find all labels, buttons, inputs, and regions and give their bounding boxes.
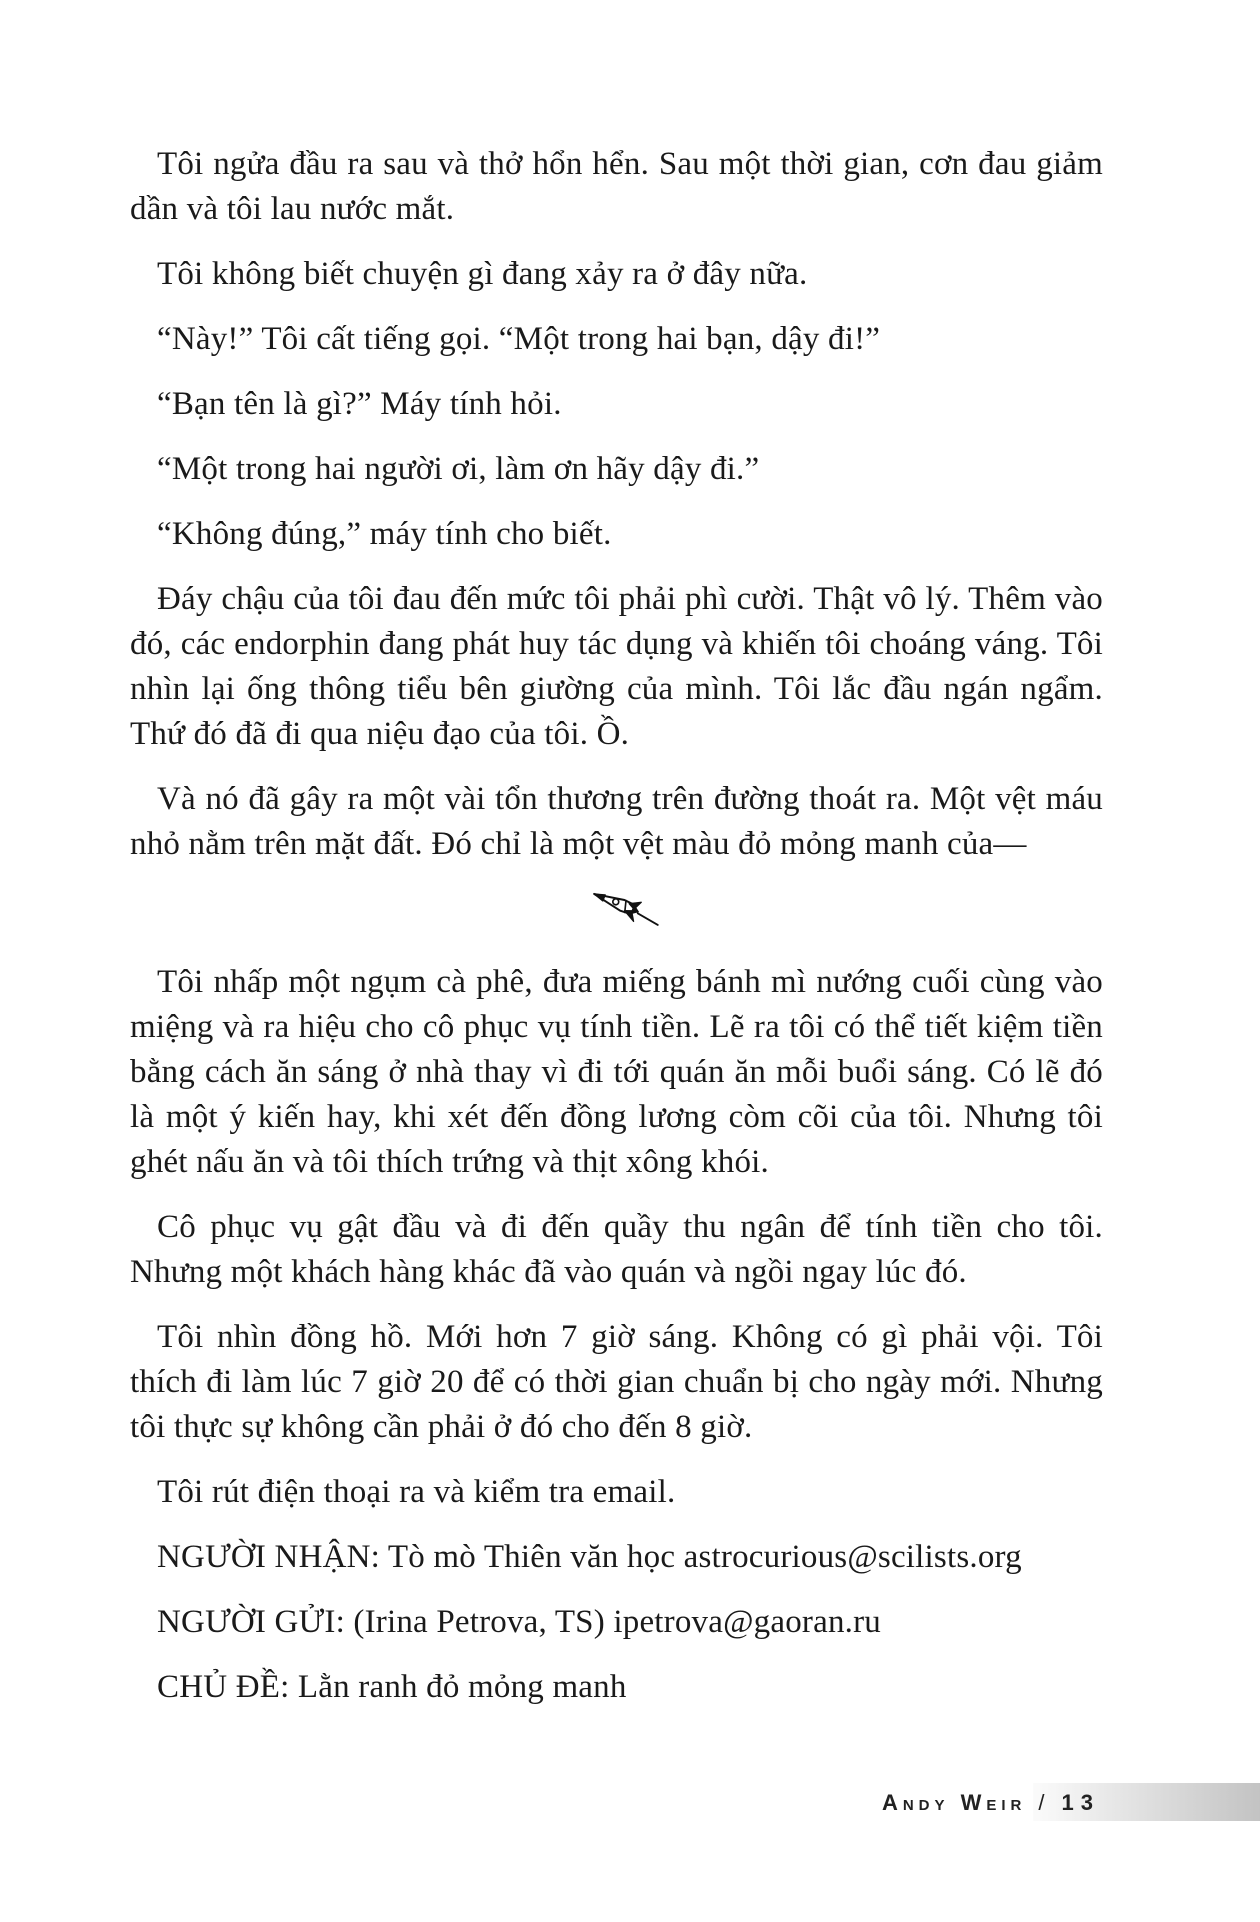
paragraph: Tôi nhấp một ngụm cà phê, đưa miếng bánh mì nướng cuối cùng vào miệng và ra hiệu cho cô phục vụ tính tiền. Lẽ ra tôi có thể tiết kiệm tiền bằng cách ăn sáng ở nhà thay vì đi tới quán ăn mỗi buổi sáng. Có lẽ đó là một ý kiến hay, khi xét đến đồng lương còm cõi của tôi. Nhưng tôi ghét nấu ăn và tôi thích trứng và thịt xông khói. xyxy=(130,964,1103,1180)
paragraph: Tôi rút điện thoại ra và kiểm tra email. xyxy=(157,1474,676,1510)
paragraph: “Này!” Tôi cất tiếng gọi. “Một trong hai bạn, dậy đi!” xyxy=(157,321,881,357)
paragraph: Đáy chậu của tôi đau đến mức tôi phải phì cười. Thật vô lý. Thêm vào đó, các endorphin đang phát huy tác dụng và khiến tôi choáng váng. Tôi nhìn lại ống thông tiểu bên giường của mình. Tôi lắc đầu ngán ngẩm. Thứ đó đã đi qua niệu đạo của tôi. Ồ. xyxy=(130,581,1103,752)
running-footer xyxy=(882,1788,1100,1818)
paragraph: NGƯỜI GỬI: (Irina Petrova, TS) ipetrova@gaoran.ru xyxy=(157,1604,882,1640)
page-number: 13 xyxy=(1061,1790,1100,1815)
paragraph: Tôi ngửa đầu ra sau và thở hổn hển. Sau một thời gian, cơn đau giảm dần và tôi lau nước mắt. xyxy=(130,146,1103,227)
paragraph: “Một trong hai người ơi, làm ơn hãy dậy đi.” xyxy=(157,451,760,487)
section-before-break xyxy=(130,142,1103,867)
section-break xyxy=(130,889,1103,935)
footer-separator: / xyxy=(1038,1790,1050,1815)
paragraph: “Không đúng,” máy tính cho biết. xyxy=(157,516,612,552)
rocket-icon xyxy=(579,889,675,935)
paragraph: Tôi nhìn đồng hồ. Mới hơn 7 giờ sáng. Không có gì phải vội. Tôi thích đi làm lúc 7 giờ 20 để có thời gian chuẩn bị cho ngày mới. Nhưng tôi thực sự không cần phải ở đó cho đến 8 giờ. xyxy=(130,1319,1103,1445)
author-name: Andy Weir xyxy=(881,1790,1027,1815)
paragraph: Và nó đã gây ra một vài tổn thương trên đường thoát ra. Một vệt máu nhỏ nằm trên mặt đất. Đó chỉ là một vệt màu đỏ mỏng manh của— xyxy=(130,781,1103,862)
page-text xyxy=(130,142,1103,1730)
section-after-break xyxy=(130,960,1103,1710)
paragraph: NGƯỜI NHẬN: Tò mò Thiên văn học astrocurious@scilists.org xyxy=(157,1539,1022,1575)
paragraph: Tôi không biết chuyện gì đang xảy ra ở đây nữa. xyxy=(157,256,808,292)
paragraph: CHỦ ĐỀ: Lằn ranh đỏ mỏng manh xyxy=(157,1669,627,1705)
paragraph: Cô phục vụ gật đầu và đi đến quầy thu ngân để tính tiền cho tôi. Nhưng một khách hàng khác đã vào quán và ngồi ngay lúc đó. xyxy=(130,1209,1103,1290)
paragraph: “Bạn tên là gì?” Máy tính hỏi. xyxy=(157,386,562,422)
